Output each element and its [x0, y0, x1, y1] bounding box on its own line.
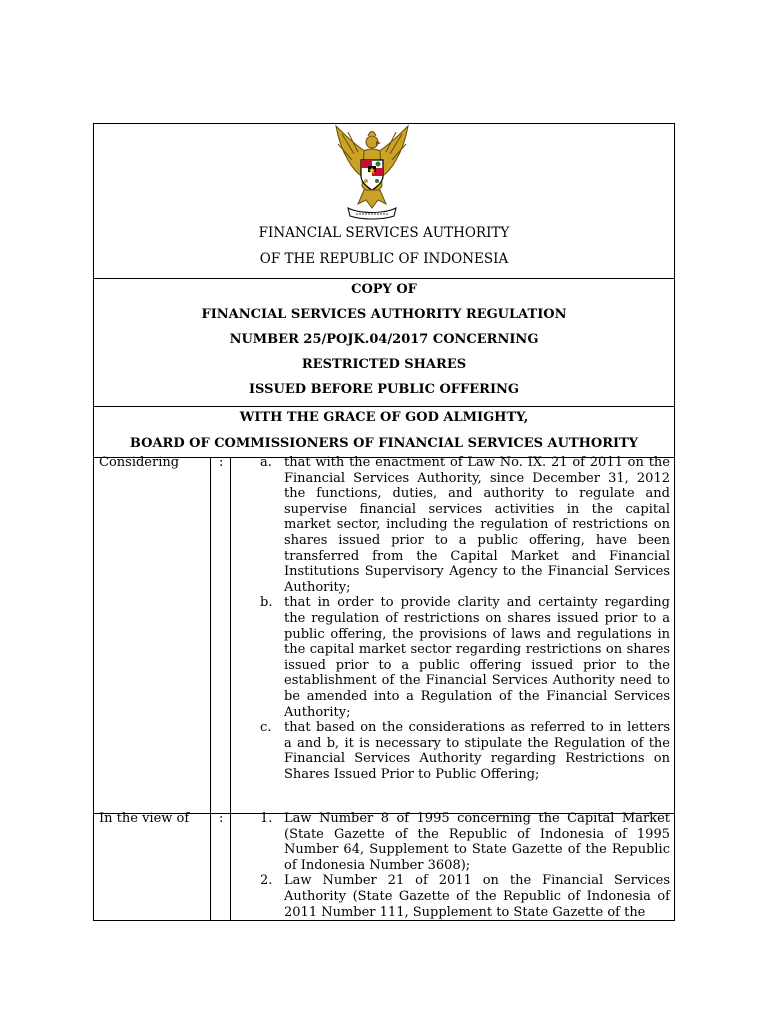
preamble-line2: BOARD OF COMMISSIONERS OF FINANCIAL SERVICES AUTHORITY — [129, 436, 639, 451]
list-item: b. that in order to provide clarity and certainty regarding the regulation of restrictions on shares issued prior to a public offering, the provisions of laws and regulations in the capital market sector regarding restrictions on shares issued prior to a public offering issued prior to the establishment of the Financial Services Authority need to be amended into a Regulation of the Financial Services Authority; — [260, 595, 670, 720]
preamble-cell — [94, 407, 674, 458]
authority-name-line1: FINANCIAL SERVICES AUTHORITY — [258, 225, 510, 241]
list-item: 2. Law Number 21 of 2011 on the Financial Services Authority (State Gazette of the Republic of Indonesia of 2011 Number 111, Supplement to State Gazette of the — [260, 873, 670, 920]
considering-colon: : — [219, 455, 224, 470]
list-item: a. that with the enactment of Law No. IX. 21 of 2011 on the Financial Services Authority, since December 31, 2012 the functions, duties, and authority to regulate and supervise financial services activities in the capital market sector, including the regulation of restrictions on shares issued prior to a public offering, have been transferred from the Capital Market and Financial Institutions Supervisory Agency to the Financial Services Authority; — [260, 455, 670, 595]
regulation-table — [93, 123, 675, 921]
list-item: c. that based on the considerations as referred to in letters a and b, it is necessary to stipulate the Regulation of the Financial Services Authority regarding Restrictions on Shares Issued Prior to Public Offering; — [260, 720, 670, 782]
considering-label: Considering — [99, 455, 180, 470]
title-regulation: FINANCIAL SERVICES AUTHORITY REGULATION — [201, 307, 567, 322]
in-view-of-row — [94, 811, 674, 921]
considering-row — [94, 455, 674, 814]
in-view-of-label: In the view of — [99, 811, 190, 826]
in-view-of-colon: : — [219, 811, 224, 826]
in-view-of-list — [238, 811, 670, 920]
title-copy-of: COPY OF — [351, 282, 417, 297]
header-cell — [94, 124, 674, 279]
title-subject-continued: ISSUED BEFORE PUBLIC OFFERING — [248, 382, 520, 397]
garuda-pancasila-emblem-icon — [334, 124, 410, 220]
authority-name-line2: OF THE REPUBLIC OF INDONESIA — [259, 251, 509, 267]
title-number: NUMBER 25/POJK.04/2017 CONCERNING — [229, 332, 539, 347]
preamble-line1: WITH THE GRACE OF GOD ALMIGHTY, — [239, 410, 529, 425]
title-subject: RESTRICTED SHARES — [301, 357, 467, 372]
regulation-title-cell — [94, 279, 674, 407]
list-item: 1. Law Number 8 of 1995 concerning the Capital Market (State Gazette of the Republic of Indonesia of 1995 Number 64, Supplement to State Gazette of the Republic of Indonesia Number 3608); — [260, 811, 670, 873]
considering-list — [238, 455, 670, 782]
